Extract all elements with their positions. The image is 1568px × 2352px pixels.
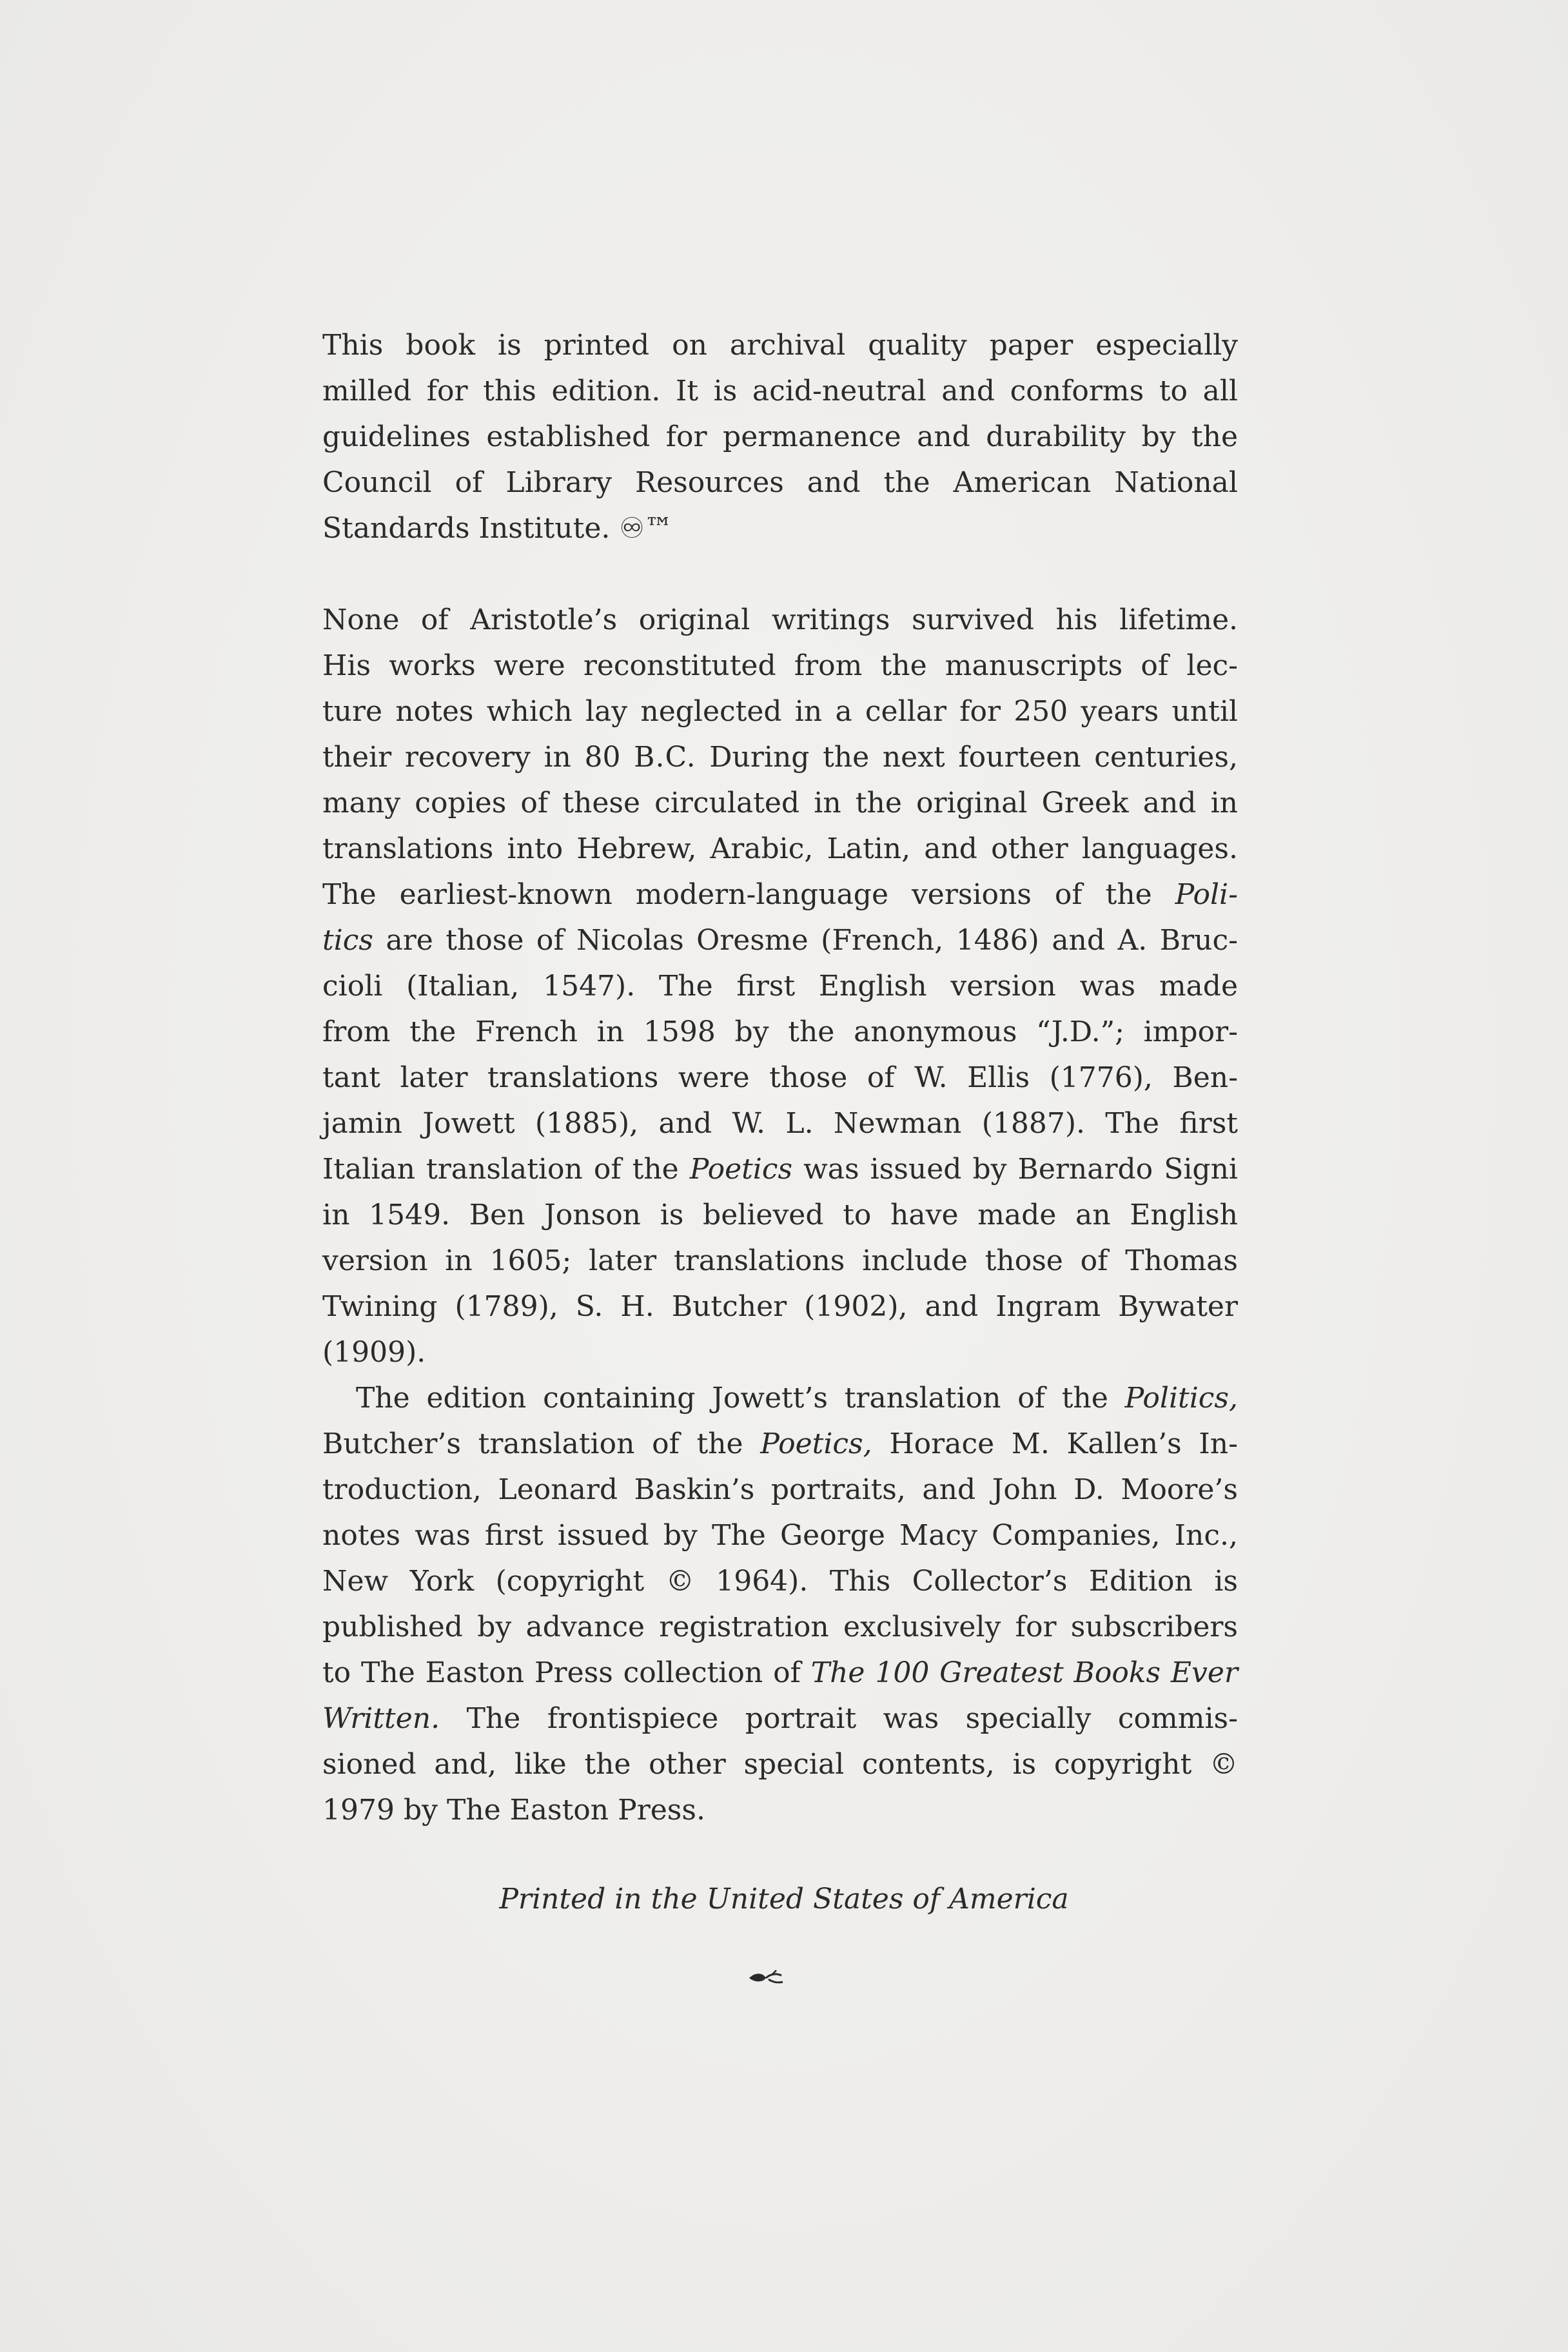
archival-paper-note (322, 322, 1238, 551)
archival-last-text: Standards Institute. (322, 512, 611, 545)
history-line: tant later translations were those of W. Ellis (1776), Ben- (322, 1061, 1238, 1094)
edition-line (322, 1696, 1238, 1741)
history-line: in 1549. Ben Jonson is believed to have made an English (322, 1199, 1238, 1231)
edition-line: notes was first issued by The George Macy Companies, Inc., (322, 1519, 1238, 1552)
history-text: are those of Nicolas Oresme (French, 1486) and A. Bruc- (386, 924, 1238, 957)
history-text: their recovery in 80 (322, 741, 621, 774)
book-title: tics (322, 924, 373, 957)
edition-line: New York (copyright © 1964). This Collector’s Edition is (322, 1565, 1238, 1598)
edition-line: troduction, Leonard Baskin’s portraits, and John D. Moore’s (322, 1473, 1238, 1506)
edition-line: published by advance registration exclusively for subscribers (322, 1611, 1238, 1643)
history-line: jamin Jowett (1885), and W. L. Newman (1887). The first (322, 1107, 1238, 1140)
edition-note (322, 1375, 1238, 1833)
edition-line (322, 1375, 1238, 1421)
archival-line: Council of Library Resources and the American National (322, 466, 1238, 499)
archival-line: guidelines established for permanence and durability by the (322, 420, 1238, 453)
series-title: The 100 Greatest Books Ever (810, 1656, 1238, 1689)
history-line: cioli (Italian, 1547). The first English version was made (322, 970, 1238, 1003)
edition-text: to The Easton Press collection of (322, 1656, 801, 1689)
history-text: The earliest-known modern-language versions of the (322, 878, 1152, 911)
history-line (322, 1146, 1238, 1192)
history-line (322, 917, 1238, 963)
history-line: from the French in 1598 by the anonymous “J.D.”; impor- (322, 1015, 1238, 1048)
translation-history (322, 597, 1238, 1375)
book-title: Politics, (1124, 1382, 1238, 1415)
leaf-ornament-icon (747, 1969, 785, 1988)
era-abbreviation: B.C. (634, 741, 696, 774)
history-line (322, 734, 1238, 780)
infinity-symbol-icon: ♾™ (619, 512, 673, 545)
history-line: His works were reconstituted from the manuscripts of lec- (322, 649, 1238, 682)
history-line: translations into Hebrew, Arabic, Latin, and other languages. (322, 832, 1238, 865)
history-last-line: (1909). (322, 1336, 426, 1369)
history-text: was issued by Bernardo Signi (803, 1153, 1238, 1186)
edition-last-line: 1979 by The Easton Press. (322, 1794, 705, 1827)
edition-line (322, 1650, 1238, 1696)
edition-line: sioned and, like the other special contents, is copyright © (322, 1748, 1238, 1781)
edition-text: The edition containing Jowett’s translation of the (356, 1382, 1108, 1415)
edition-text: Horace M. Kallen’s In- (889, 1427, 1238, 1460)
history-text: Italian translation of the (322, 1153, 679, 1186)
book-title: Poetics (689, 1153, 793, 1186)
series-title: Written. (322, 1702, 440, 1735)
book-title: Poli- (1175, 878, 1238, 911)
history-line: version in 1605; later translations include those of Thomas (322, 1244, 1238, 1277)
colophon-text (322, 322, 1238, 1833)
edition-text: Butcher’s translation of the (322, 1427, 743, 1460)
history-line: Twining (1789), S. H. Butcher (1902), and Ingram Bywater (322, 1290, 1238, 1323)
history-line: ture notes which lay neglected in a cellar for 250 years until (322, 695, 1238, 728)
history-line: None of Aristotle’s original writings survived his lifetime. (322, 603, 1238, 636)
edition-text: The frontispiece portrait was specially commis- (466, 1702, 1238, 1735)
archival-last-line (322, 505, 1238, 551)
book-title: Poetics, (760, 1427, 872, 1460)
history-line: many copies of these circulated in the original Greek and in (322, 787, 1238, 819)
edition-line (322, 1421, 1238, 1467)
history-line (322, 872, 1238, 917)
printed-in-imprint: Printed in the United States of America (499, 1883, 1069, 1916)
archival-line: This book is printed on archival quality paper especially (322, 329, 1238, 362)
history-text: During the next fourteen centuries, (709, 741, 1238, 774)
archival-line: milled for this edition. It is acid-neutral and conforms to all (322, 375, 1238, 407)
